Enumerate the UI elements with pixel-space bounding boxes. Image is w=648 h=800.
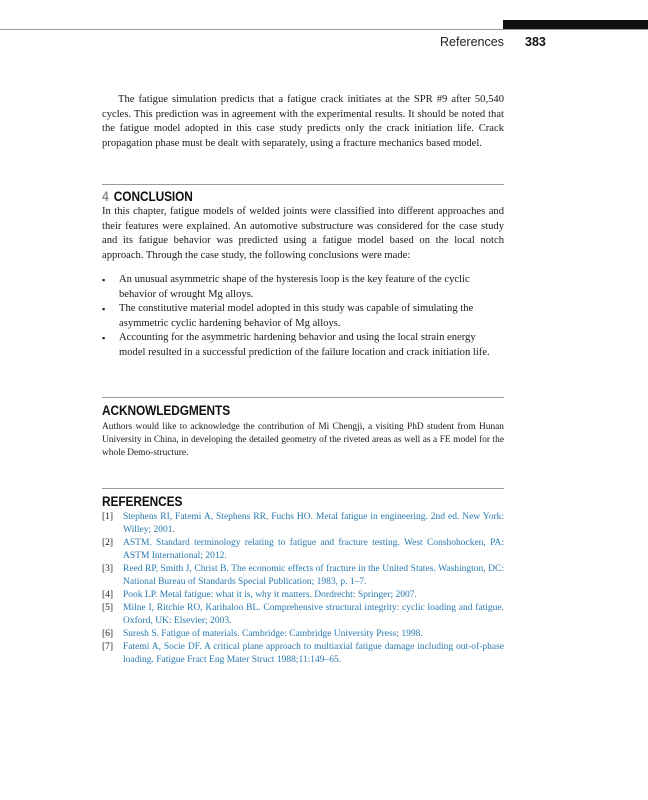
conclusion-bullets [102,273,504,360]
references-heading: REFERENCES [102,494,183,509]
bullet-item [102,273,504,302]
bullet-icon: ▪ [102,304,106,314]
reference-link[interactable]: Reed RP, Smith J, Christ B. The economic effects of fracture in the United States. Washington, DC: National Bureau of Standards Special Publication; 1983, p. 1–7. [123,564,504,587]
reference-item [102,641,504,667]
reference-number: [7] [102,642,114,652]
bullet-text: The constitutive material model adopted in this study was capable of simulating the asymmetric cyclic hardening behavior of Mg alloys. [119,303,474,329]
header-bar [503,20,648,29]
header-rule [0,29,648,30]
references-rule [102,488,504,489]
reference-item [102,589,504,602]
reference-item [102,563,504,589]
conclusion-rule [102,184,504,185]
acknowledgments-text: Authors would like to acknowledge the contribution of Mi Chengji, a visiting PhD student from Hunan University in China, in developing the detailed geometry of the riveted areas as well as a FE model for the whole Demo-structure. [102,422,504,458]
conclusion-heading [102,189,456,204]
bullet-item [102,302,504,331]
reference-list [102,511,504,667]
page-body [102,93,504,667]
reference-link[interactable]: ASTM. Standard terminology relating to fatigue and fracture testing. West Conshohocken, PA: ASTM International; 2012. [123,538,504,561]
reference-link[interactable]: Milne I, Ritchie RO, Karihaloo BL. Comprehensive structural integrity: cyclic loading and fatigue. Oxford, UK: Elsevier; 2003. [123,603,504,626]
running-title: References [440,35,504,49]
section-title: CONCLUSION [113,189,193,204]
reference-item [102,628,504,641]
reference-number: [4] [102,590,114,600]
reference-number: [6] [102,629,114,639]
reference-link[interactable]: Stephens RI, Fatemi A, Stephens RR, Fuchs HO. Metal fatigue in engineering. 2nd ed. New York: Willey; 2001. [123,512,504,535]
bullet-item [102,331,504,360]
acknowledgments-rule [102,397,504,398]
reference-item [102,511,504,537]
bullet-text: Accounting for the asymmetric hardening behavior and using the local strain energy model resulted in a successful prediction of the failure location and crack initiation life. [119,332,490,358]
acknowledgments-heading: ACKNOWLEDGMENTS [102,403,231,418]
page-number: 383 [525,35,546,49]
reference-link[interactable]: Suresh S. Fatigue of materials. Cambridge: Cambridge University Press; 1998. [123,629,423,639]
section-number: 4 [102,189,109,204]
bullet-icon: ▪ [102,275,106,285]
reference-number: [5] [102,603,114,613]
reference-link[interactable]: Fatemi A, Socie DF. A critical plane approach to multiaxial fatigue damage including out-of-phase loading. Fatigue Fract Eng Mater Struct 1988;11:149–65. [123,642,504,665]
bullet-text: An unusual asymmetric shape of the hysteresis loop is the key feature of the cyclic behavior of wrought Mg alloys. [119,274,470,300]
intro-paragraph: The fatigue simulation predicts that a fatigue crack initiates at the SPR #9 after 50,540 cycles. This prediction was in agreement with the experimental results. It should be noted that the fatigue model adopted in this case study predicts only the crack initiation life. Crack propagation phase must be dealt with separately, using a fracture mechanics based model. [102,94,504,149]
reference-link[interactable]: Pook LP. Metal fatigue: what it is, why it matters. Dordrecht: Springer; 2007. [123,590,417,600]
reference-number: [3] [102,564,114,574]
bullet-icon: ▪ [102,333,106,343]
reference-item [102,537,504,563]
reference-number: [1] [102,512,114,522]
reference-item [102,602,504,628]
reference-number: [2] [102,538,114,548]
conclusion-paragraph: In this chapter, fatigue models of welded joints were classified into different approaches and their features were explained. An automotive substructure was considered for the case study and its fatigue behavior was predicted using a fatigue model based on the local notch approach. Through the case study, the following conclusions were made: [102,206,504,261]
